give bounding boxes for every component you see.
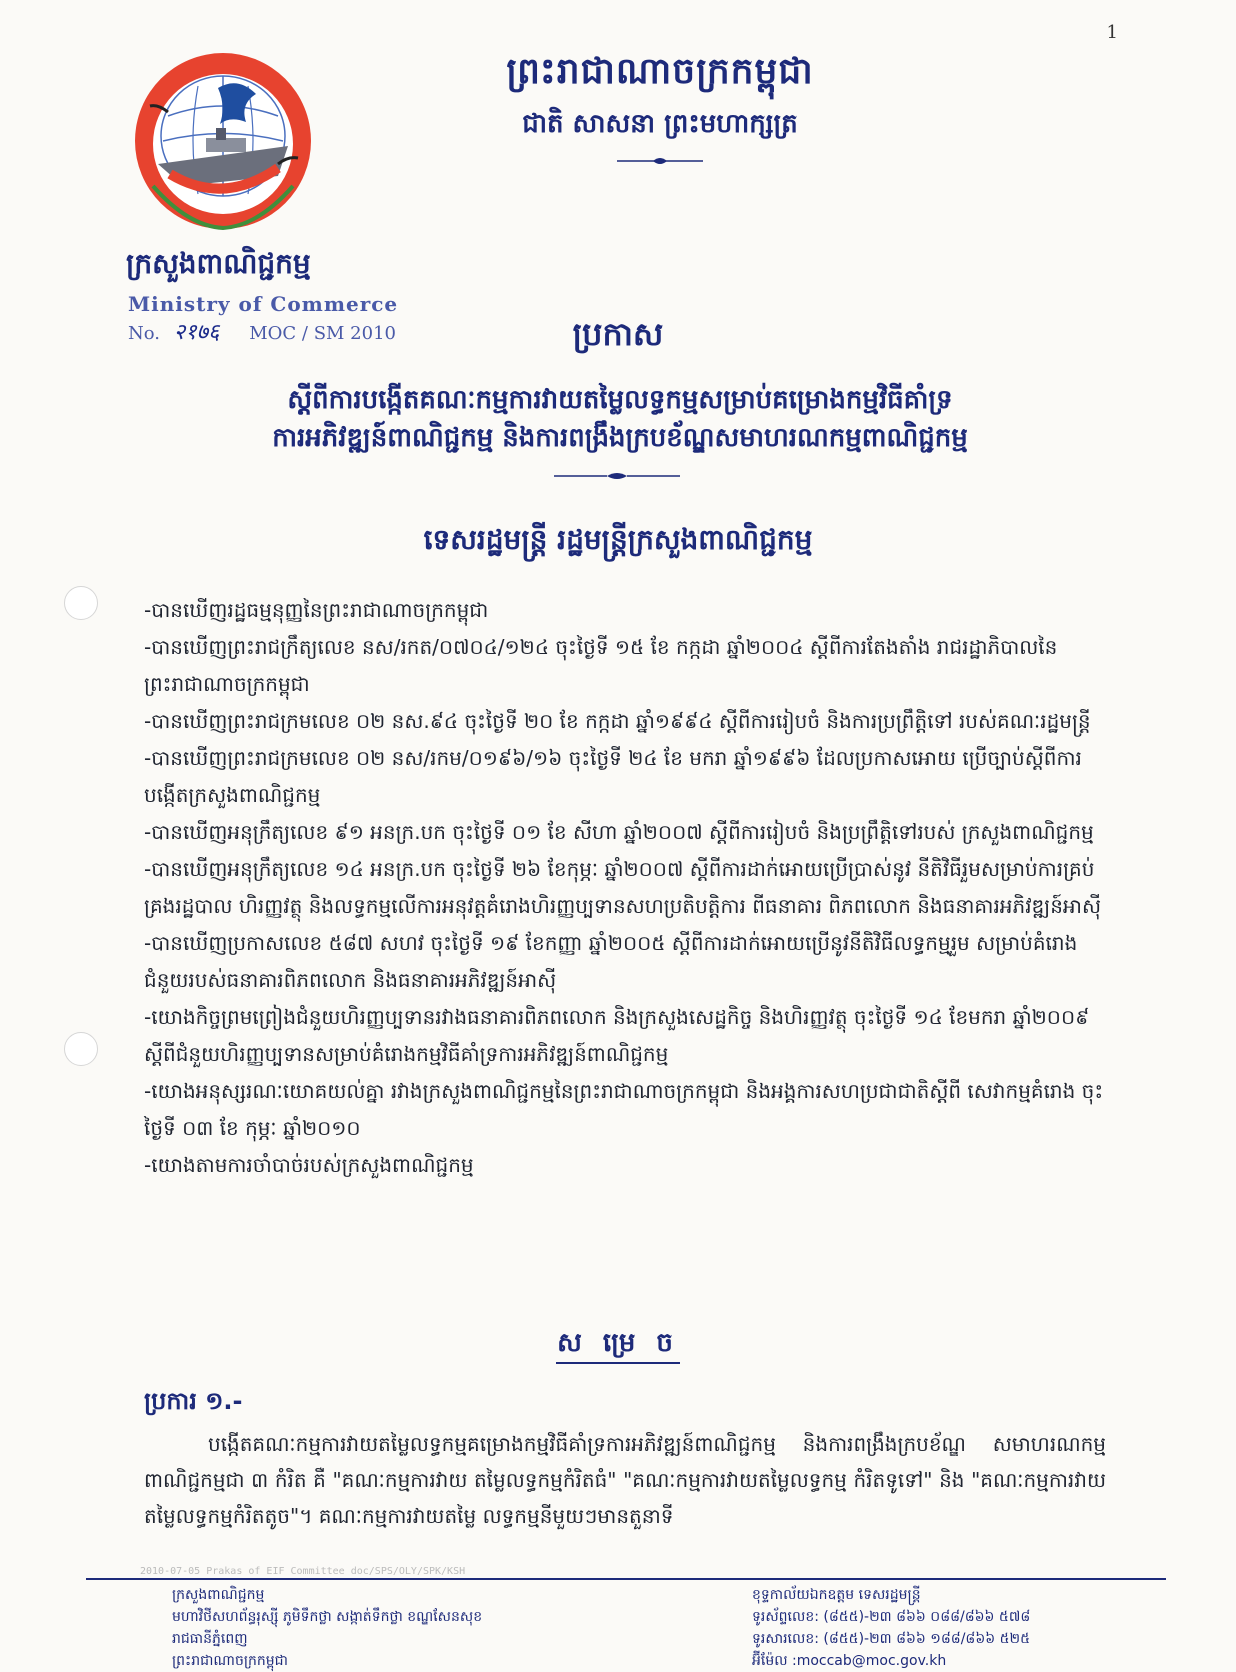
file-path-footnote: 2010-07-05 Prakas of EIF Committee doc/SPS/OLY/SPK/KSH (140, 1566, 466, 1577)
ornament-divider (615, 155, 705, 167)
list-item: -យោងកិច្ចព្រមព្រៀងជំនួយហិរញ្ញប្បទានរវាងធនាគារពិភពលោក និងក្រសួងសេដ្ឋកិច្ច និងហិរញ្ញវត្ថុ ចុះថ្ងៃទី ១៤ ខែមករា ឆ្នាំ២០០៩ ស្តីពីជំនួយហិរញ្ញប្បទានសម្រាប់គំរោងកម្មវិធីគាំទ្រការអភិវឌ្ឍន៍ពាណិជ្ជកម្ម (144, 1005, 1090, 1066)
issuing-authority: ទេសរដ្ឋមន្ត្រី រដ្ឋមន្ត្រីក្រសួងពាណិជ្ជកម្ម (423, 523, 813, 556)
subject-line-1: ស្តីពីការបង្កើតគណៈកម្មការវាយតម្លៃលទ្ធកម្មសម្រាប់គម្រោងកម្មវិធីគាំទ្រ (287, 385, 953, 415)
list-item: -បានឃើញប្រកាសលេខ ៥៨៧ សហវ ចុះថ្ងៃទី ១៩ ខែកញ្ញា ឆ្នាំ២០០៥ ស្តីពីការដាក់អោយប្រើនូវនីតិវិធីលទ្ធកម្មរួម សម្រាប់គំរោងជំនួយរបស់ធនាគារពិភពលោក និងធនាគារអភិវឌ្ឍន៍អាស៊ី (144, 931, 1078, 992)
decision-heading: ស ម្រេ ច (557, 1328, 679, 1358)
list-item: -បានឃើញព្រះរាជក្រឹត្យលេខ នស/រកត/០៧០៤/១២៤ ចុះថ្ងៃទី ១៥ ខែ កក្កដា ឆ្នាំ២០០៤ ស្តីពីការតែងតាំង រាជរដ្ឋាភិបាលនៃព្រះរាជាណាចក្រកម្ពុជា (144, 635, 1058, 696)
footer-address-line: ព្រះរាជាណាចក្រកម្ពុជា (172, 1653, 289, 1669)
document-number-handwritten: २१७६ (173, 320, 220, 345)
document-subject (180, 382, 1060, 457)
punch-hole (64, 1032, 98, 1066)
document-type: ប្រកាស (572, 315, 664, 353)
subject-line-2: ការអភិវឌ្ឍន៍ពាណិជ្ជកម្ម និងការពង្រឹងក្របខ័ណ្ឌសមាហរណកម្មពាណិជ្ជកម្ម (272, 422, 968, 453)
ministry-name-en: Ministry of Commerce (128, 292, 399, 316)
kingdom-name: ព្រះរាជាណាចក្រកម្ពុជា (506, 51, 814, 92)
list-item: -បានឃើញអនុក្រឹត្យលេខ ៩១ អនក្រ.បក ចុះថ្ងៃទី ០១ ខែ សីហា ឆ្នាំ២០០៧ ស្តីពីការរៀបចំ និងប្រព្រឹត្តិទៅរបស់ ក្រសួងពាណិជ្ជកម្ម (144, 820, 1094, 844)
kingdom-header (430, 48, 890, 167)
list-item: -បានឃើញព្រះរាជក្រមលេខ ០២ នស/រកម/០១៩៦/១៦ ចុះថ្ងៃទី ២៤ ខែ មករា ឆ្នាំ១៩៩៦ ដែលប្រកាសអោយ ប្រើច្បាប់ស្តីពីការបង្កើតក្រសួងពាណិជ្ជកម្ម (144, 746, 1082, 807)
list-item: -យោងតាមការចាំបាច់របស់ក្រសួងពាណិជ្ជកម្ម (144, 1153, 474, 1177)
footer-divider (86, 1578, 1166, 1580)
list-item: -យោងអនុស្សរណៈយោគយល់គ្នា រវាងក្រសួងពាណិជ្ជកម្មនៃព្រះរាជាណាចក្រកម្ពុជា និងអង្គការសហប្រជាជាតិស្តីពី សេវាកម្មគំរោង ចុះថ្ងៃទី ០៣ ខែ កុម្ភៈ ឆ្នាំ២០១០ (144, 1079, 1104, 1140)
footer-contact-line: ខុទ្ទកាល័យឯកឧត្តម ទេសរដ្ឋមន្ត្រី (752, 1587, 921, 1603)
footer-address-line: មហាវិថីសហព័ន្ធរុស្ស៊ី ភូមិទឹកថ្លា សង្កាត់ទឹកថ្លា ខណ្ឌសែនសុខ (172, 1609, 483, 1625)
page-number: 1 (1106, 22, 1118, 43)
list-item: -បានឃើញព្រះរាជក្រមលេខ ០២ នស.៩៤ ចុះថ្ងៃទី ២០ ខែ កក្កដា ឆ្នាំ១៩៩៤ ស្តីពីការរៀបចំ និងការប្រព្រឹត្តិទៅ របស់គណៈរដ្ឋមន្ត្រី (144, 709, 1091, 733)
ministry-logo (128, 46, 318, 236)
footer-address-line: រាជធានីភ្នំពេញ (172, 1631, 248, 1647)
document-number-label: No. (128, 323, 160, 344)
list-item: -បានឃើញរដ្ឋធម្មនុញ្ញនៃព្រះរាជាណាចក្រកម្ពុជា (144, 598, 489, 622)
footer-address (172, 1584, 482, 1672)
footer-contact-line: ទូរស័ព្ទលេខ: (៨៥៥)-២៣ ៨៦៦ ០៨៨/៨៦៦ ៥៧៨ (752, 1609, 1031, 1625)
ministry-name-kh: ក្រសួងពាណិជ្ជកម្ម (126, 247, 311, 280)
list-item: -បានឃើញអនុក្រឹត្យលេខ ១៤ អនក្រ.បក ចុះថ្ងៃទី ២៦ ខែកុម្ភៈ ឆ្នាំ២០០៧ ស្តីពីការដាក់អោយប្រើប្រាស់នូវ នីតិវិធីរួមសម្រាប់ការគ្រប់គ្រងរដ្ឋបាល ហិរញ្ញវត្ថុ និងលទ្ធកម្មលើការអនុវត្តគំរោងហិរញ្ញប្បទានសហប្រតិបត្តិការ ពីធនាគារ ពិភពលោក និងធនាគារអភិវឌ្ឍន៍អាស៊ី (144, 857, 1101, 918)
footer-address-line: ក្រសួងពាណិជ្ជកម្ម (172, 1587, 265, 1603)
ornament-divider-2 (552, 470, 682, 482)
considerations-list (144, 592, 1104, 1184)
punch-hole (64, 586, 98, 620)
article-1-title: ប្រការ ១.- (144, 1387, 243, 1415)
footer-contact-email: អ៊ីម៉ែល :moccab@moc.gov.kh (752, 1653, 947, 1669)
footer-contact-line: ទូរសារលេខ: (៨៥៥)-២៣ ៨៦៦ ១៨៨/៨៦៦ ៥២៥ (752, 1631, 1031, 1647)
decision-underline (556, 1362, 680, 1364)
article-1-body: បង្កើតគណៈកម្មការវាយតម្លៃលទ្ធកម្មគម្រោងកម្មវិធីគាំទ្រការអភិវឌ្ឍន៍ពាណិជ្ជកម្ម និងការពង្រឹងក្របខ័ណ្ឌ សមាហរណកម្មពាណិជ្ជកម្មជា ៣ កំរិត គឺ "គណៈកម្មការវាយ តម្លៃលទ្ធកម្មកំរិតធំ" "គណៈកម្មការវាយតម្លៃលទ្ធកម្ម កំរិតទូទៅ" និង "គណៈកម្មការវាយតម្លៃលទ្ធកម្មកំរិតតូច"។ គណៈកម្មការវាយតម្លៃ លទ្ធកម្មនីមួយៗមានតួនាទី (144, 1432, 1106, 1528)
footer-contact (752, 1584, 1030, 1672)
kingdom-motto: ជាតិ សាសនា ព្រះមហាក្សត្រ (522, 109, 798, 139)
document-reference: MOC / SM 2010 (249, 323, 396, 344)
